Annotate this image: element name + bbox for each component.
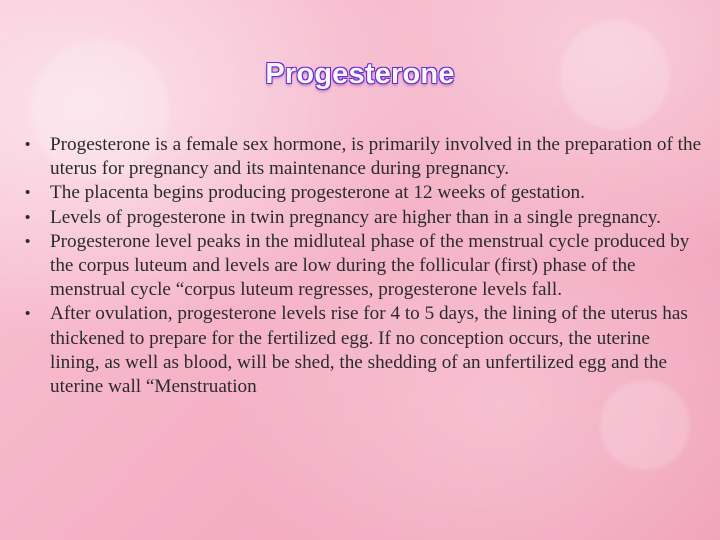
bullet-text: Progesterone level peaks in the midluteal phase of the menstrual cycle produced by the corpus luteum and levels are low during the follicular (first) phase of the menstrual cycle “corpus luteum regresses, progesterone levels fall.	[50, 230, 690, 301]
bullet-item	[22, 302, 702, 399]
bullet-text: The placenta begins producing progesterone at 12 weeks of gestation.	[50, 182, 585, 204]
slide-title: Progesterone	[265, 58, 455, 90]
bullet-icon: •	[25, 305, 31, 323]
bullet-item	[22, 230, 702, 303]
bullet-text: After ovulation, progesterone levels rise for 4 to 5 days, the lining of the uterus has thickened to prepare for the fertilized egg. If no conception occurs, the uterine lining, as well as blood, will be shed, the shedding of an unfertilized egg and the uterine wall “Menstruation	[50, 303, 688, 398]
bullet-list	[22, 133, 702, 399]
slide-body	[22, 133, 702, 399]
bullet-icon: •	[25, 208, 31, 226]
bullet-item	[22, 133, 702, 181]
bullet-icon: •	[25, 184, 31, 202]
bullet-item	[22, 181, 702, 205]
bullet-icon: •	[25, 136, 31, 153]
bullet-text: Progesterone is a female sex hormone, is primarily involved in the preparation of the uterus for pregnancy and its maintenance during pregnancy.	[50, 134, 702, 180]
bullet-text: Levels of progesterone in twin pregnancy are higher than in a single pregnancy.	[50, 206, 661, 228]
bullet-item	[22, 206, 702, 230]
bullet-icon: •	[25, 232, 31, 250]
